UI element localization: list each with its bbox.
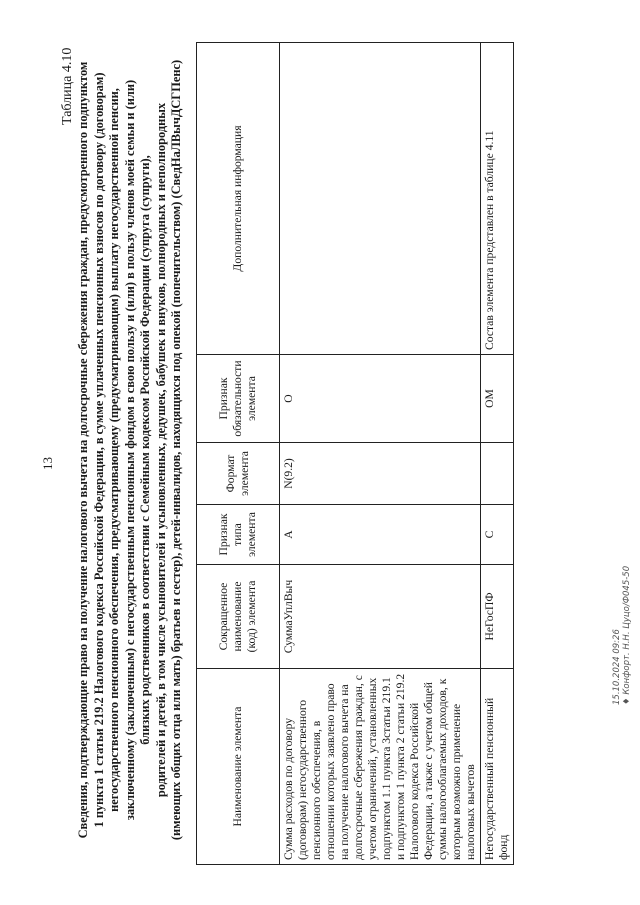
title-line: негосударственного пенсионного обеспечения, предусматривающему (предусматривающим) выплату негосударственной пенсии, — [107, 88, 121, 812]
page-number: 13 — [40, 457, 55, 470]
stamp-line: ♦ Конфорт. Н.Н. Цуцо/Ф045-50 — [622, 565, 632, 705]
cell-element-code: НеГосПФ — [481, 565, 514, 669]
title-line: (имеющих общих отца или мать) братьев и сестер), детей-инвалидов, находящихся под опекой (попечительством) (СведНаЛВычДСГПенс) — [169, 59, 183, 841]
header-element-format: Формат элемента — [197, 443, 280, 505]
document-title — [76, 45, 185, 855]
cell-element-required: ОМ — [481, 355, 514, 443]
title-line: близких родственников в соответствии с Семейным кодексом Российской Федерации (супруга (супруги), — [138, 155, 152, 745]
element-spec-table — [196, 42, 514, 865]
table-label: Таблица 4.10 — [60, 47, 75, 125]
title-line: родителей и детей, в том числе усыновителей и усыновленных, дедушек, бабушек и внуков, полнородных и неполнородных — [153, 102, 168, 798]
stamp-line: 15.10.2024 09:26 — [612, 629, 622, 705]
cell-element-code: СуммаУплВыч — [280, 565, 481, 669]
title-line: Сведения, подтверждающие право на получение налогового вычета на долгосрочные сбережения граждан, предусмотренного подпунктом — [76, 61, 90, 839]
cell-element-required: О — [280, 355, 481, 443]
cell-element-type: С — [481, 505, 514, 565]
header-element-required: Признак обязательности элемента — [197, 355, 280, 443]
cell-additional-info — [280, 43, 481, 355]
header-additional-info: Дополнительная информация — [197, 43, 280, 355]
cell-element-format: N(9.2) — [280, 443, 481, 505]
cell-element-type: А — [280, 505, 481, 565]
header-element-name: Наименование элемента — [197, 669, 280, 865]
table-header-row — [197, 43, 280, 865]
header-element-type: Признак типа элемента — [197, 505, 280, 565]
signature-stamp — [612, 566, 632, 705]
cell-additional-info: Состав элемента представлен в таблице 4.11 — [481, 43, 514, 355]
title-line: заключенному (заключенным) с негосударственным пенсионным фондом в свою пользу и (или) в пользу членов моей семьи и (или) — [122, 79, 137, 821]
cell-element-name: Сумма расходов по договору (договорам) негосударственного пенсионного обеспечения, в отношении которых заявлено право на получение налогового вычета на долгосрочные сбережения граждан, с учетом ограничений, установленных подпунктом 1.1 пункта 3статьи 219.1 и подпунктом 1 пункта 2 статьи 219.2 Налогового кодекса Российской Федерации, а также с учетом общей суммы налогооблагаемых доходов, к которым возможно применение налоговых вычетов — [280, 669, 481, 865]
title-line: 1 пункта 1 статьи 219.2 Налогового кодекса Российской Федерации, в сумме уплаченных пенсионных взносов по договору (договорам) — [91, 72, 106, 828]
table-row — [280, 43, 481, 865]
header-element-code: Сокращенное наименование (код) элемента — [197, 565, 280, 669]
cell-element-name: Негосударственный пенсионный фонд — [481, 669, 514, 865]
table-row — [481, 43, 514, 865]
cell-element-format — [481, 443, 514, 505]
